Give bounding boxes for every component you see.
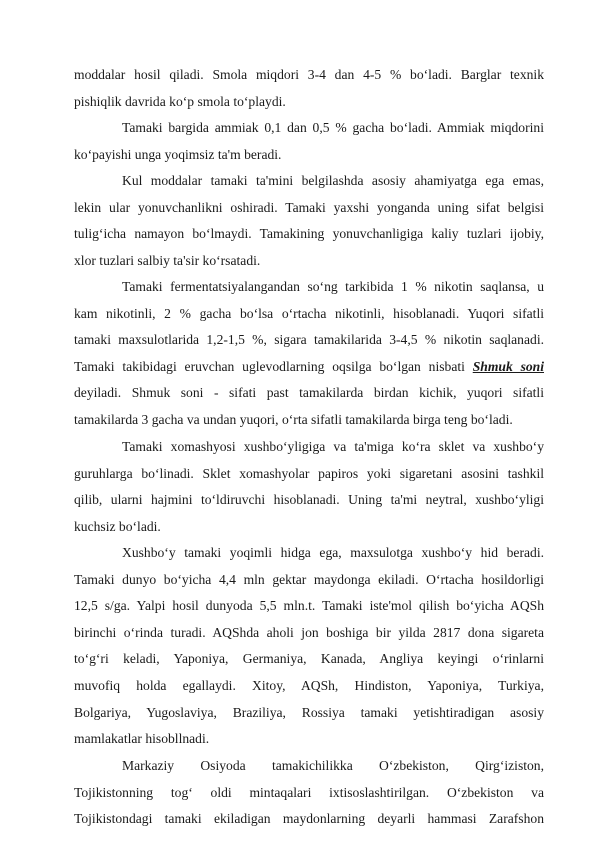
text-line: Xushbo‘y tamaki yoqimli hidga ega, maxsulotga xushbo‘y hid beradi. <box>122 545 544 560</box>
text-line: Tojikistonning tog‘ oldi mintaqalari ixtisoslashtirilgan. O‘zbekiston va <box>74 784 544 800</box>
text-line: Markaziy Osiyoda tamakichilikka O‘zbekiston, Qirg‘iziston, <box>122 758 544 773</box>
paragraph-nikotin <box>74 274 544 434</box>
text-line: Tamaki fermentatsiyalangandan so‘ng tarkibida 1 % nikotin saqlansa, u <box>122 279 544 294</box>
text-line: tamakilarda 3 gacha va undan yuqori, o‘rta sifatli tamakilarda birga teng bo‘ladi. <box>74 411 513 427</box>
paragraph-ammiak <box>74 115 544 168</box>
text-line: muvofiq holda egallaydi. Xitoy, AQSh, Hindiston, Yaponiya, Turkiya, <box>74 677 544 693</box>
text-line: Tamaki xomashyosi xushbo‘yligiga va ta'miga ko‘ra sklet va xushbo‘y <box>122 439 544 454</box>
paragraph-kul-moddalar <box>74 168 544 274</box>
text-line: qilib, ularni hajmini to‘ldiruvchi hisoblanadi. Uning ta'mi neytral, xushbo‘yligi <box>74 492 544 508</box>
text-line: kam nikotinli, 2 % gacha bo‘lsa o‘rtacha nikotinli, hisoblanadi. Yuqori sifatli <box>74 305 544 321</box>
text-line: Tamaki dunyo bo‘yicha 4,4 mln gektar maydonga ekiladi. O‘rtacha hosildorligi <box>74 571 544 587</box>
text-line: 12,5 s/ga. Yalpi hosil dunyoda 5,5 mln.t. Tamaki iste'mol qilish bo‘yicha AQSh <box>74 598 544 614</box>
text-line: Tamaki bargida ammiak 0,1 dan 0,5 % gacha bo‘ladi. Ammiak miqdorini <box>122 120 544 135</box>
term-shmuk-soni: Shmuk soni <box>472 358 544 374</box>
text-line: Tojikistondagi tamaki ekiladigan maydonlarning deyarli hammasi Zarafshon <box>74 811 544 827</box>
text-line: guruhlarga bo‘linadi. Sklet xomashyolar papiros yoki sigaretani asosini tashkil <box>74 465 544 481</box>
paragraph-smola <box>74 62 544 115</box>
text-line: ko‘payishi unga yoqimsiz ta'm beradi. <box>74 146 282 162</box>
text-segment: Tamaki takibidagi eruvchan uglevodlarning oqsilga bo‘lgan nisbati <box>74 358 465 374</box>
text-line: Kul moddalar tamaki ta'mini belgilashda asosiy ahamiyatga ega emas, <box>122 173 544 188</box>
text-line: xlor tuzlari salbiy ta'sir ko‘rsatadi. <box>74 252 261 268</box>
text-line: tamaki maxsulotlarida 1,2-1,5 %, sigara tamakilarida 3-4,5 % nikotin saqlanadi. <box>74 332 544 348</box>
text-line: moddalar hosil qiladi. Smola miqdori 3-4 dan 4-5 % bo‘ladi. Barglar texnik <box>74 67 544 82</box>
text-line: deyiladi. Shmuk soni - sifati past tamakilarda birdan kichik, yuqori sifatli <box>74 385 544 401</box>
text-line-with-term <box>74 354 544 381</box>
paragraph-markaziy-osiyo <box>74 753 544 833</box>
text-line: birinchi o‘rinda turadi. AQShda aholi jon boshiga bir yilda 2817 dona sigareta <box>74 624 544 640</box>
text-line: pishiqlik davrida ko‘p smola to‘playdi. <box>74 93 286 109</box>
text-line: Bolgariya, Yugoslaviya, Braziliya, Rossiya tamaki yetishtiradigan asosiy <box>74 704 544 720</box>
text-line: lekin ular yonuvchanlikni oshiradi. Tamaki yaxshi yonganda uning sifat belgisi <box>74 199 544 215</box>
text-line: mamlakatlar hisobllnadi. <box>74 731 210 747</box>
paragraph-xushboy-tamaki <box>74 540 544 753</box>
text-line: kuchsiz bo‘ladi. <box>74 518 161 534</box>
paragraph-xomashyo <box>74 434 544 540</box>
text-line: to‘g‘ri keladi, Yaponiya, Germaniya, Kanada, Angliya keyingi o‘rinlarni <box>74 651 544 667</box>
text-line: tulig‘icha namayon bo‘lmaydi. Tamakining yonuvchanligiga kaliy tuzlari ijobiy, <box>74 226 544 242</box>
